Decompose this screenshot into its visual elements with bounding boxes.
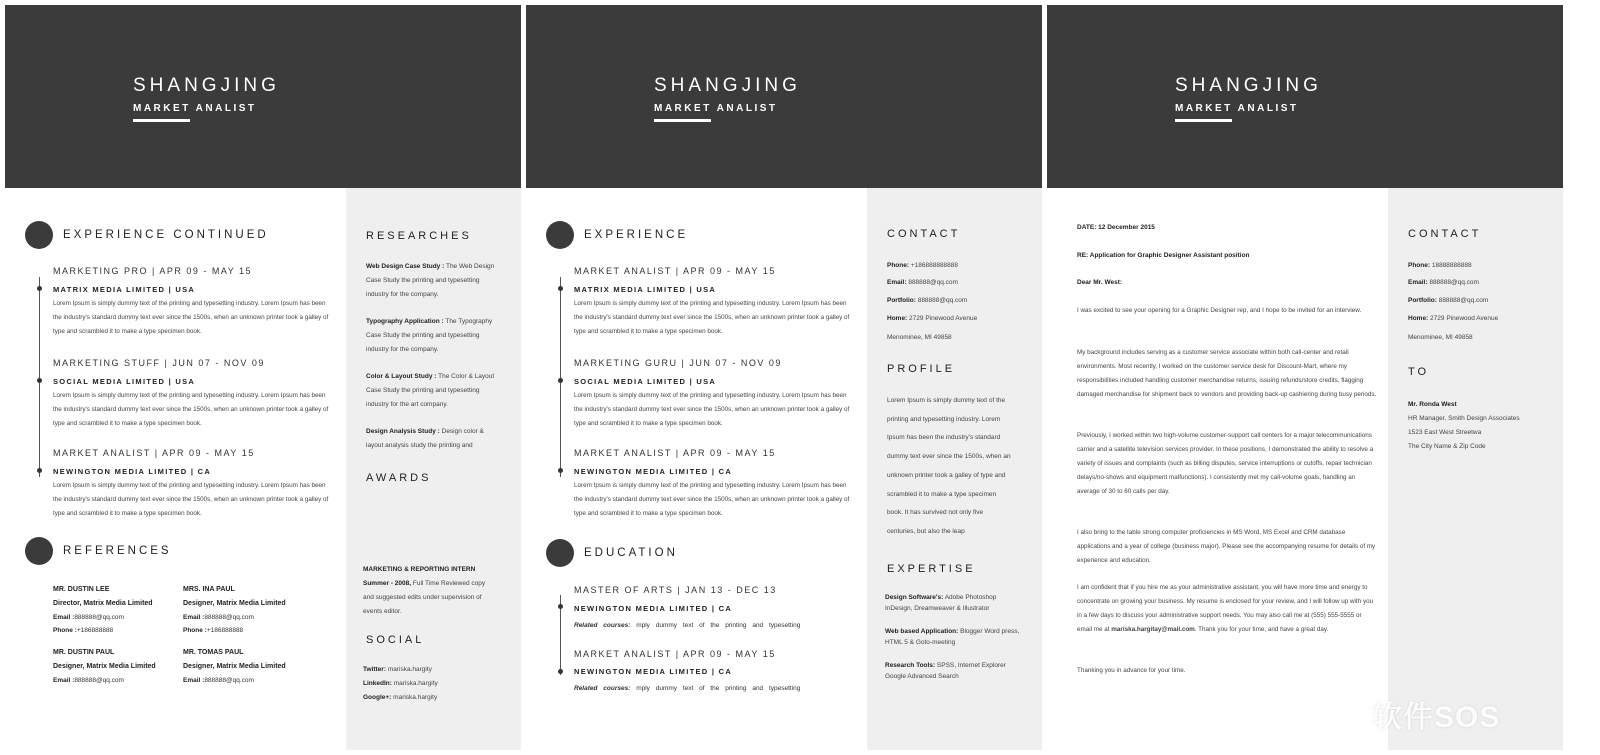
letter-closing-paragraph: I am confident that if you hire me as your administrative assistant, you will have more time and energy to concentrate on growing your business. My resume is enclosed for your review, and I will follow up with you in a few days to discuss your administrative support needs. You may also call me at (555) 555-5555 or email me at mariska.hargitay@mail.com. Thank you for your time, and have a great day. (1077, 584, 1374, 633)
letter-date: DATE: 12 December 2015 (1077, 224, 1155, 231)
section-bullet (25, 537, 53, 565)
letter-paragraph: I was excited to see your opening for a Graphic Designer rep, and I hope to be invited for an interview. (1077, 307, 1362, 314)
letter-paragraph: I also bring to the table strong computer proficiencies in MS Word, MS Excel and CRM database applications and a year of college (business major). Please see the accompanying resume for details of my experience and education. (1077, 529, 1376, 564)
to-title: TO (1408, 366, 1430, 378)
job-title: MARKETING GURU | JUN 07 - NOV 09 (574, 358, 782, 368)
sidebar (867, 188, 1042, 750)
related-courses: Related courses: mply dummy text of the printing and typesetting (574, 622, 801, 629)
reference-phone: Phone :+186888888 (183, 627, 244, 634)
contact-city: Menominee, MI 49858 (887, 334, 952, 341)
reference-email: Email :888888@qq.com (183, 614, 254, 621)
reference-role: Designer, Matrix Media Limited (53, 663, 156, 670)
job-company: MATRIX MEDIA LIMITED | USA (574, 285, 717, 294)
research-item: Color & Layout Study : The Color & Layout Case Study the printing and typesetting industry for the art company. (366, 373, 495, 408)
resume-role: MARKET ANALIST (654, 103, 778, 114)
reference-role: Designer, Matrix Media Limited (183, 663, 286, 670)
letter-greeting: Dear Mr. West: (1077, 279, 1123, 286)
timeline-dot (558, 468, 563, 473)
resume-header (1047, 5, 1563, 188)
reference-email: Email :888888@qq.com (53, 677, 124, 684)
letter-paragraph: My background includes serving as a customer service associate within both call-center and retail environments. Most recently, I worked on the customer service desk for Discount-Mart, where my responsibilities included handling customer merchandise returns, issuing refunds/store credits, flagging damaged merchandise for shipment back to vendors and providing back-up cashiering during busy periods. (1077, 349, 1377, 398)
resume-role: MARKET ANALIST (133, 103, 257, 114)
resume-name: SHANGJING (1175, 75, 1322, 96)
research-item: Web Design Case Study : The Web Design Case Study the printing and typesetting industry for the company. (366, 263, 495, 298)
resume-role: MARKET ANALIST (1175, 103, 1299, 114)
recipient-name: Mr. Ronda West (1408, 401, 1457, 408)
reference-email: Email :888888@qq.com (53, 614, 124, 621)
resume-name: SHANGJING (133, 75, 280, 96)
experience-title: EXPERIENCE CONTINUED (63, 229, 269, 241)
related-courses: Related courses: mply dummy text of the printing and typesetting (574, 685, 801, 692)
job-title: MARKET ANALIST | APR 09 - MAY 15 (574, 448, 776, 458)
job-company: MATRIX MEDIA LIMITED | USA (53, 285, 196, 294)
contact-portfolio: Portfolio: 888888@qq.com (887, 297, 968, 304)
profile-title: PROFILE (887, 363, 956, 375)
social-twitter: Twitter: mariska.hargity (363, 666, 432, 673)
sidebar (346, 188, 521, 750)
job-description: Lorem Ipsum is simply dummy text of the printing and typesetting industry. Lorem Ipsum has been the industry's standard dummy text ever since the 1500s, when an unknown printer took a galley of type and scrambled it to make a type specimen book. (574, 300, 850, 335)
letter-subject: RE: Application for Graphic Designer Assistant position (1077, 252, 1250, 259)
expertise-title: EXPERTISE (887, 563, 976, 575)
resume-header (5, 5, 521, 188)
contact-title: CONTACT (1408, 228, 1482, 240)
researches-title: RESEARCHES (366, 230, 472, 242)
reference-name: MR. DUSTIN PAUL (53, 649, 115, 656)
cover-letter-page (1047, 5, 1563, 750)
reference-role: Designer, Matrix Media Limited (183, 600, 286, 607)
research-item: Typography Application : The Typography Case Study the printing and typesetting industry for the company. (366, 318, 493, 353)
contact-phone: Phone: +186888888888 (887, 262, 959, 269)
references-title: REFERENCES (63, 545, 172, 557)
timeline-dot (558, 669, 563, 674)
awards-title: AWARDS (366, 472, 432, 484)
education-title: EDUCATION (584, 547, 678, 559)
job-company: NEWINGTON MEDIA LIMITED | CA (574, 467, 733, 476)
job-description: Lorem Ipsum is simply dummy text of the printing and typesetting industry. Lorem Ipsum has been the industry's standard dummy text ever since the 1500s, when an unknown printer took a galley of type and scrambled it to make a type specimen book. (53, 482, 329, 517)
timeline-dot (558, 378, 563, 383)
expertise-item: Design Software's: Adobe Photoshop InDesign, Dreamweaver & Illustrator (885, 594, 997, 612)
award-item: MARKETING & REPORTING INTERN Summer - 2008, Full Time Reviewed copy and suggested edits under supervision of events editor. (363, 566, 486, 615)
contact-title: CONTACT (887, 228, 961, 240)
letter-thanks: Thanking you in advance for your time. (1077, 667, 1186, 674)
education-title-item: MASTER OF ARTS | JAN 13 - DEC 13 (574, 585, 777, 595)
recipient-city: The City Name & Zip Code (1408, 443, 1486, 450)
job-title: MARKETING STUFF | JUN 07 - NOV 09 (53, 358, 265, 368)
timeline-line (560, 277, 561, 477)
contact-home: Home: 2729 Pinewood Avenue (887, 315, 978, 322)
reference-phone: Phone :+186888888 (53, 627, 114, 634)
contact-portfolio: Portfolio: 888888@qq.com (1408, 297, 1489, 304)
reference-name: MR. TOMAS PAUL (183, 649, 244, 656)
section-bullet (546, 539, 574, 567)
job-title: MARKETING PRO | APR 09 - MAY 15 (53, 266, 253, 276)
letter-paragraph: Previously, I worked within two high-volume customer-support call centers for a major telecommunications carrier and a satellite television services provider. In these positions, I demonstrated the ability to resolve a variety of issues and complaints (such as billing disputes, service interruptions or cutoffs, repair technician delays/no-shows and equipment malfunctions). I consistently met my call-volume goals, handling an average of 30 to 60 calls per day. (1077, 432, 1374, 495)
resume-page-1 (5, 5, 521, 750)
timeline-dot (37, 468, 42, 473)
recipient-street: 1523 East West Streetwa (1408, 429, 1482, 436)
resume-page-2 (526, 5, 1042, 750)
resume-name: SHANGJING (654, 75, 801, 96)
section-bullet (25, 221, 53, 249)
profile-text: Lorem Ipsum is simply dummy text of the printing and typesetting industry. Lorem Ipsum has been the industry's standard dummy text ever since the 1500s, when an unknown printer took a galley of type and scrambled it to make a type specimen book. It has survived not only five centuries, but also the leap (887, 397, 1011, 535)
watermark-logo: 软件SOS (1372, 701, 1501, 734)
contact-city: Menominee, MI 49858 (1408, 334, 1473, 341)
expertise-item: Research Tools: SPSS, Internet Explorer Google Advanced Search (885, 662, 1006, 680)
job-company: SOCIAL MEDIA LIMITED | USA (574, 377, 717, 386)
sidebar (1388, 188, 1563, 750)
expertise-item: Web based Application: Blogger Word press, HTML 5 & Goto-meeting (885, 628, 1020, 646)
education-school: NEWINGTON MEDIA LIMITED | CA (574, 604, 733, 613)
social-title: SOCIAL (366, 634, 425, 646)
contact-email: Email: 888888@qq.com (1408, 279, 1479, 286)
job-description: Lorem Ipsum is simply dummy text of the printing and typesetting industry. Lorem Ipsum has been the industry's standard dummy text ever since the 1500s, when an unknown printer took a galley of type and scrambled it to make a type specimen book. (574, 482, 850, 517)
timeline-dot (37, 286, 42, 291)
header-underline (1175, 119, 1232, 122)
job-description: Lorem Ipsum is simply dummy text of the printing and typesetting industry. Lorem Ipsum has been the industry's standard dummy text ever since the 1500s, when an unknown printer took a galley of type and scrambled it to make a type specimen book. (53, 392, 329, 427)
education-title-item: MARKET ANALIST | APR 09 - MAY 15 (574, 649, 776, 659)
experience-title: EXPERIENCE (584, 229, 689, 241)
job-title: MARKET ANALIST | APR 09 - MAY 15 (574, 266, 776, 276)
header-underline (654, 119, 711, 122)
contact-email: Email: 888888@qq.com (887, 279, 958, 286)
timeline-line (39, 277, 40, 477)
job-company: NEWINGTON MEDIA LIMITED | CA (53, 467, 212, 476)
contact-home: Home: 2729 Pinewood Avenue (1408, 315, 1499, 322)
reference-name: MRS. INA PAUL (183, 586, 235, 593)
research-item: Design Analysis Study : Design color & layout analysis study the printing and (366, 428, 484, 449)
reference-name: MR. DUSTIN LEE (53, 586, 110, 593)
timeline-dot (558, 604, 563, 609)
recipient-title: HR Manager, Smith Design Associates (1408, 415, 1520, 422)
job-description: Lorem Ipsum is simply dummy text of the printing and typesetting industry. Lorem Ipsum has been the industry's standard dummy text ever since the 1500s, when an unknown printer took a galley of type and scrambled it to make a type specimen book. (574, 392, 850, 427)
social-linkedin: LinkedIn: mariska.hargity (363, 680, 438, 687)
education-school: NEWINGTON MEDIA LIMITED | CA (574, 667, 733, 676)
header-underline (133, 119, 190, 122)
resume-header (526, 5, 1042, 188)
job-description: Lorem Ipsum is simply dummy text of the printing and typesetting industry. Lorem Ipsum has been the industry's standard dummy text ever since the 1500s, when an unknown printer took a galley of type and scrambled it to make a type specimen book. (53, 300, 329, 335)
job-title: MARKET ANALIST | APR 09 - MAY 15 (53, 448, 255, 458)
timeline-dot (37, 378, 42, 383)
contact-phone: Phone: 18888888888 (1408, 262, 1472, 269)
timeline-dot (558, 286, 563, 291)
social-google: Google+: mariska.hargity (363, 694, 438, 701)
reference-role: Director, Matrix Media Limited (53, 600, 153, 607)
job-company: SOCIAL MEDIA LIMITED | USA (53, 377, 196, 386)
section-bullet (546, 221, 574, 249)
reference-email: Email :888888@qq.com (183, 677, 254, 684)
